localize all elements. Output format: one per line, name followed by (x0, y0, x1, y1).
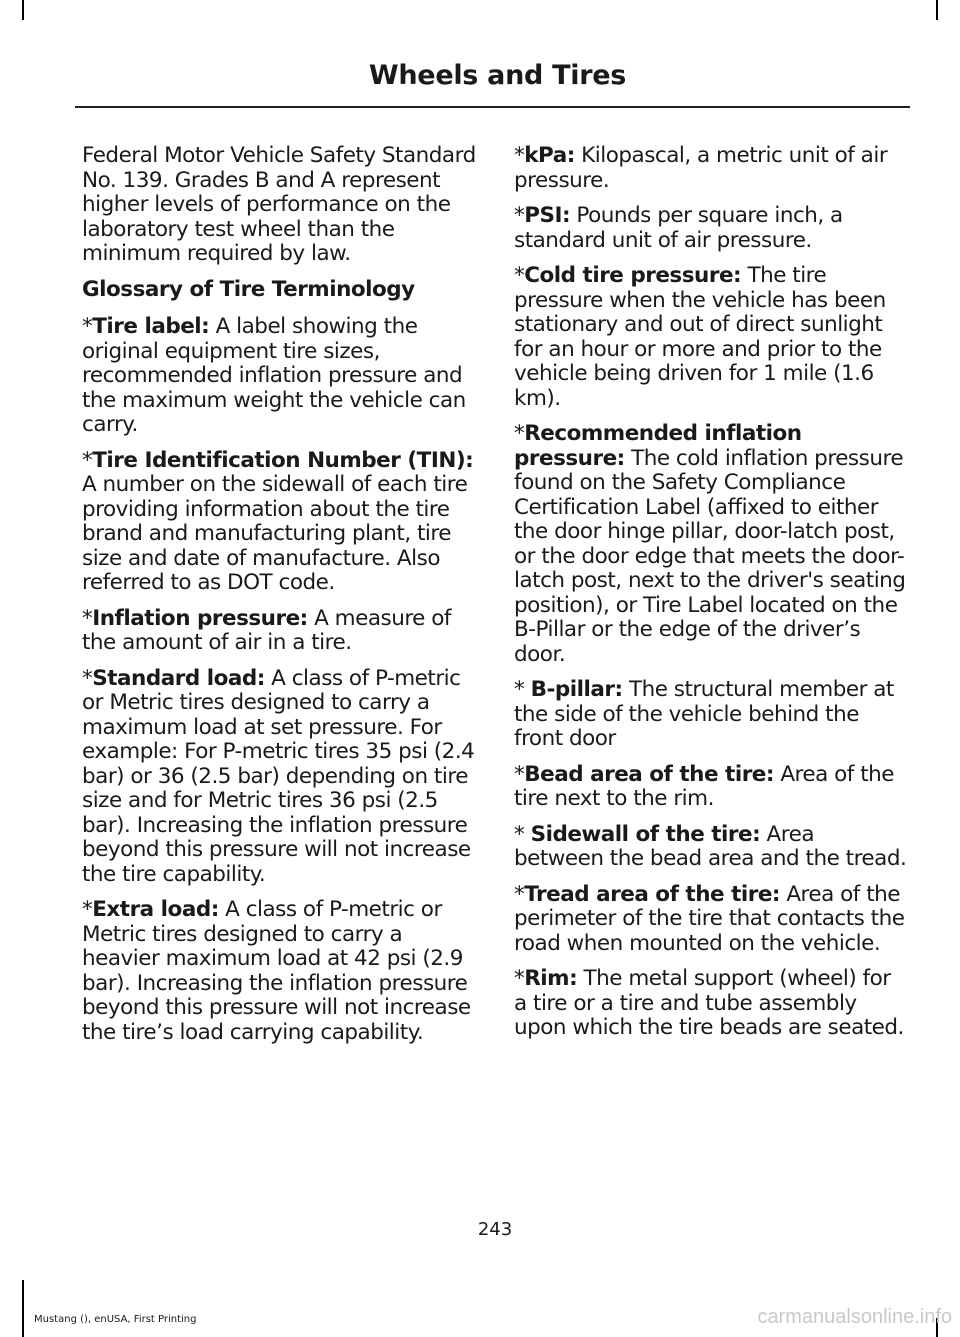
footer-watermark: carmanualsonline.info (757, 1306, 952, 1328)
glossary-term: Rim: (524, 966, 578, 991)
glossary-term: Extra load: (92, 897, 219, 922)
glossary-term: Sidewall of the tire: (530, 821, 761, 847)
glossary-term: Tire label: (92, 314, 210, 339)
glossary-entry-tire-label: *Tire label: A label showing the original equipment tire sizes, recommended inflation pressure and the maximum weight the vehicle can carry. (82, 314, 466, 437)
glossary-entry-cold-tire-pressure: *Cold tire pressure: The tire pressure when the vehicle has been stationary and out of direct sunlight for an hour or more and prior to the vehicle being driven for 1 mile (1.6 km). (514, 263, 886, 411)
header-divider (75, 106, 910, 108)
glossary-entry-sidewall: * Sidewall of the tire: Area between the bead area and the tread. (514, 821, 907, 871)
crop-mark-bottom-left (22, 1280, 24, 1337)
glossary-term: PSI: (524, 203, 571, 228)
glossary-term: Tread area of the tire: (524, 881, 780, 907)
glossary-term: Standard load: (92, 665, 265, 691)
glossary-term: B-pillar: (530, 677, 623, 702)
glossary-term: Cold tire pressure: (524, 263, 742, 288)
glossary-term: Inflation pressure: (92, 605, 308, 631)
footer-edition: Mustang (), enUSA, First Printing (34, 1314, 197, 1325)
glossary-entry-psi: *PSI: Pounds per square inch, a standard unit of air pressure. (514, 203, 843, 253)
glossary-term: Bead area of the tire: (524, 761, 774, 787)
glossary-term: kPa: (524, 143, 575, 168)
page-number: 243 (477, 1219, 513, 1240)
glossary-heading: Glossary of Tire Terminology (82, 276, 415, 302)
crop-mark-top-right (936, 0, 938, 20)
glossary-entry-tin: *Tire Identification Number (TIN): A number on the sidewall of each tire providing information about the tire brand and manufacturing plant, tire size and date of manufacture. Also referred to as DOT code. (82, 447, 474, 595)
glossary-entry-standard-load: *Standard load: A class of P-metric or Metric tires designed to carry a maximum load at set pressure. For example: For P-metric tires 35 psi (2.4 bar) or 36 (2.5 bar) depending on tire size and for Metric tires 36 psi (2.5 bar). Increasing the inflation pressure beyond this pressure will not increase the tire capability. (82, 665, 475, 887)
glossary-entry-rim: *Rim: The metal support (wheel) for a tire or a tire and tube assembly upon which the tire beads are seated. (514, 966, 904, 1040)
glossary-entry-inflation-pressure: *Inflation pressure: A measure of the amount of air in a tire. (82, 605, 451, 655)
glossary-entry-kpa: *kPa: Kilopascal, a metric unit of air pressure. (514, 143, 888, 193)
glossary-entry-recommended-inflation: *Recommended inflation pressure: The cold inflation pressure found on the Safety Compliance Certification Label (affixed to either the door hinge pillar, door-latch post, or the door edge that meets the door-latch post, next to the driver's seating position), or Tire Label located on the B-Pillar or the edge of the driver’s door. (514, 421, 906, 667)
crop-mark-top-left (22, 0, 24, 20)
left-column (82, 144, 476, 1056)
glossary-entry-extra-load: *Extra load: A class of P-metric or Metric tires designed to carry a heavier maximum load at 42 psi (2.9 bar). Increasing the inflation pressure beyond this pressure will not increase the tire’s load carrying capability. (82, 897, 471, 1045)
right-column (514, 144, 908, 1052)
intro-paragraph: Federal Motor Vehicle Safety Standard No. 139. Grades B and A represent higher levels of performance on the laboratory test wheel than the minimum required by law. (82, 143, 476, 266)
glossary-entry-bead-area: *Bead area of the tire: Area of the tire next to the rim. (514, 761, 894, 811)
glossary-entry-b-pillar: * B-pillar: The structural member at the side of the vehicle behind the front door (514, 677, 894, 751)
page-title: Wheels and Tires (368, 60, 626, 91)
glossary-entry-tread-area: *Tread area of the tire: Area of the perimeter of the tire that contacts the road when mounted on the vehicle. (514, 881, 905, 956)
glossary-term: Recommended inflation pressure: (514, 421, 802, 471)
glossary-term: Tire Identification Number (TIN): (92, 447, 474, 473)
